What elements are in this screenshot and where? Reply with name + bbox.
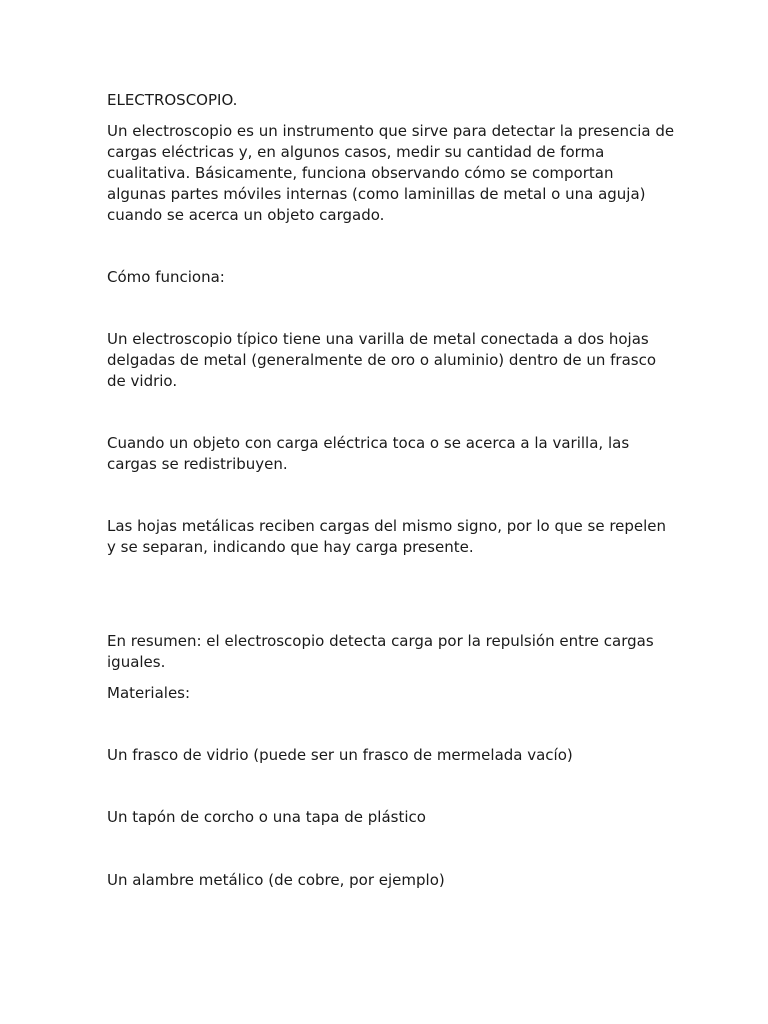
how-it-works-paragraph: Las hojas metálicas reciben cargas del mismo signo, por lo que se repelen y se separan, indicando que hay carga presente. bbox=[107, 517, 667, 556]
materials-item: Un alambre metálico (de cobre, por ejemplo) bbox=[107, 871, 445, 889]
intro-paragraph: Un electroscopio es un instrumento que sirve para detectar la presencia de cargas eléctricas y, en algunos casos, medir su cantidad de forma cualitativa. Básicamente, funciona observando cómo se comportan algunas partes móviles internas (como laminillas de metal o una aguja) cuando se acerca un objeto cargado. bbox=[107, 122, 675, 224]
materials-item: Un tapón de corcho o una tapa de plástico bbox=[107, 808, 426, 826]
materials-heading: Materiales: bbox=[107, 684, 191, 702]
document-title: ELECTROSCOPIO. bbox=[107, 91, 238, 109]
how-it-works-paragraph: Cuando un objeto con carga eléctrica toca o se acerca a la varilla, las cargas se redistribuyen. bbox=[107, 434, 630, 473]
summary-paragraph: En resumen: el electroscopio detecta carga por la repulsión entre cargas iguales. bbox=[107, 632, 654, 671]
materials-item: Un frasco de vidrio (puede ser un frasco de mermelada vacío) bbox=[107, 746, 573, 764]
how-it-works-paragraph: Un electroscopio típico tiene una varilla de metal conectada a dos hojas delgadas de metal (generalmente de oro o aluminio) dentro de un frasco de vidrio. bbox=[107, 330, 657, 390]
how-it-works-heading: Cómo funciona: bbox=[107, 268, 225, 286]
